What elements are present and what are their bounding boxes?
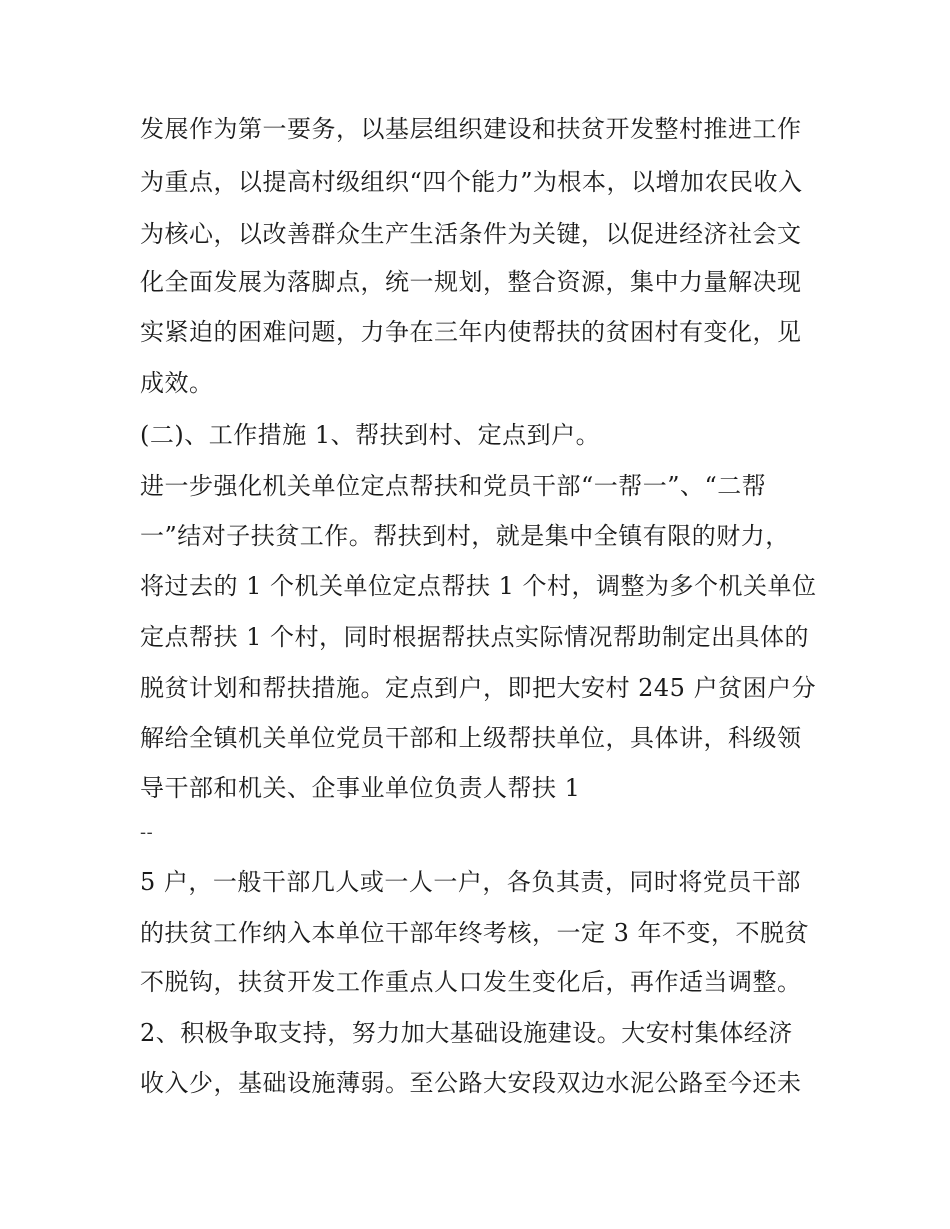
text-line: 脱贫计划和帮扶措施。定点到户，即把大安村 245 户贫困户分 [140,674,817,702]
text-line: 收入少，基础设施薄弱。至公路大安段双边水泥公路至今还未 [140,1069,802,1097]
text-line: 一”结对子扶贫工作。帮扶到村，就是集中全镇有限的财力， [140,522,790,550]
text-line: 5 户，一般干部几人或一人一户，各负其责，同时将党员干部 [140,868,801,896]
text-line: 发展作为第一要务，以基层组织建设和扶贫开发整村推进工作 [140,115,802,143]
text-line: 定点帮扶 1 个村，同时根据帮扶点实际情况帮助制定出具体的 [140,623,810,651]
text-line: 导干部和机关、企事业单位负责人帮扶 1 [140,774,581,802]
page-break-marker: -- [140,822,154,843]
text-line: 实紧迫的困难问题，力争在三年内使帮扶的贫困村有变化，见 [140,318,802,346]
text-line: 进一步强化机关单位定点帮扶和党员干部“一帮一”、“二帮 [140,472,767,500]
text-line: 为重点，以提高村级组织“四个能力”为根本，以增加农民收入 [140,168,803,196]
text-line: 解给全镇机关单位党员干部和上级帮扶单位，具体讲，科级领 [140,724,802,752]
text-line: 不脱钩，扶贫开发工作重点人口发生变化后，再作适当调整。 [140,968,802,996]
section-heading: (二)、工作措施 1、帮扶到村、定点到户。 [140,421,601,449]
text-line: 化全面发展为落脚点，统一规划，整合资源，集中力量解决现 [140,268,802,296]
text-line: 将过去的 1 个机关单位定点帮扶 1 个村，调整为多个机关单位 [140,572,817,600]
text-line: 成效。 [140,369,214,397]
text-line: 的扶贫工作纳入本单位干部年终考核，一定 3 年不变，不脱贫 [140,919,810,947]
text-line: 2、积极争取支持，努力加大基础设施建设。大安村集体经济 [140,1019,793,1047]
text-line: 为核心，以改善群众生产生活条件为关键，以促进经济社会文 [140,220,802,248]
